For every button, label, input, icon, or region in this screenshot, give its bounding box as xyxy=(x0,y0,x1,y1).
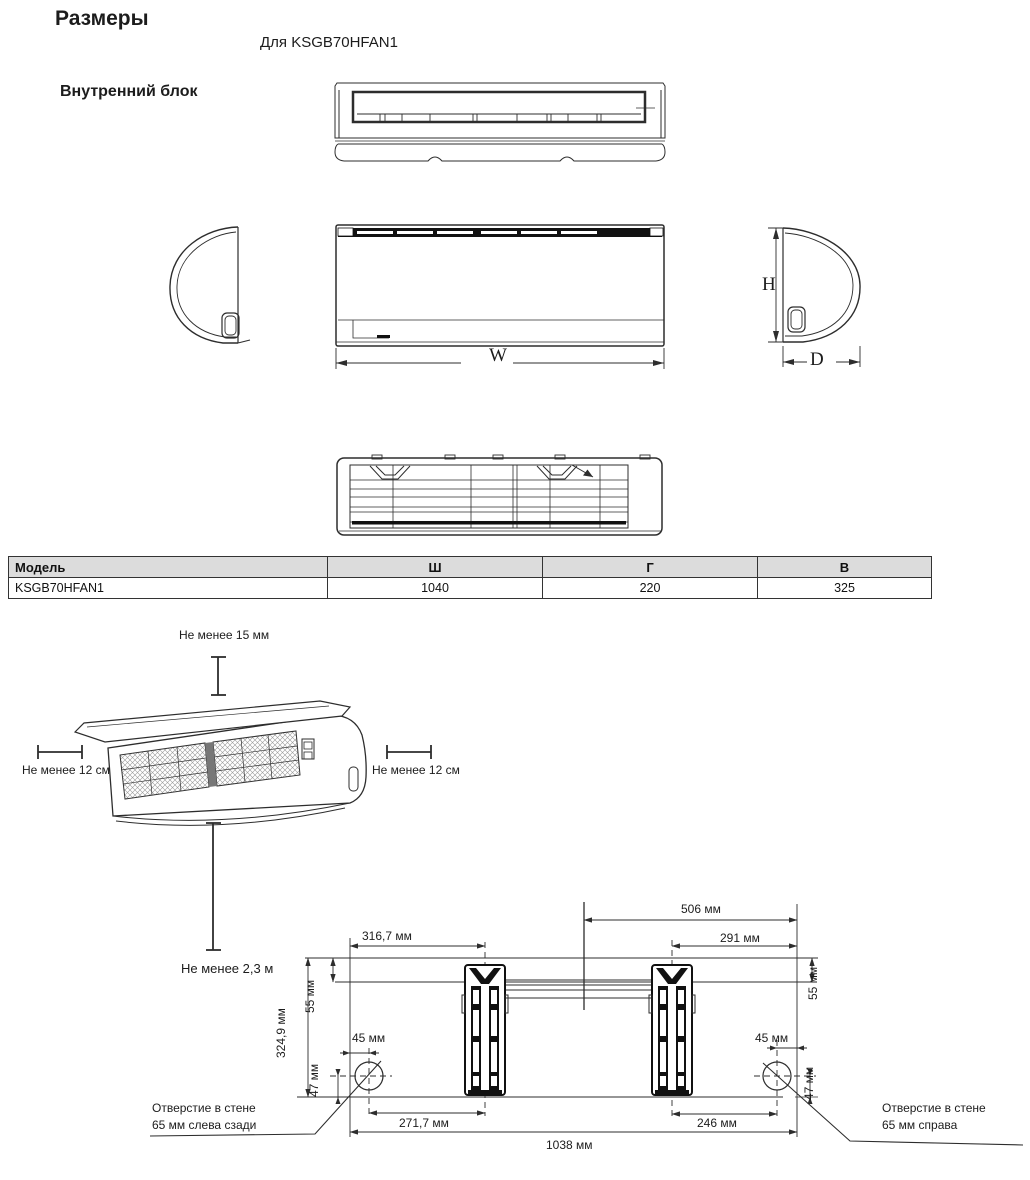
dim-506: 506 мм xyxy=(681,902,721,916)
clearance-right-label: Не менее 12 см xyxy=(372,763,460,777)
dimension-lines xyxy=(308,920,813,1132)
top-clearance-marker xyxy=(211,657,226,695)
dim-55-right: 55 мм xyxy=(806,966,820,1000)
page-title: Размеры xyxy=(55,7,149,30)
dim-1038: 1038 мм xyxy=(546,1138,593,1152)
mounting-bracket-right xyxy=(649,965,695,1096)
callout-left-line1: Отверстие в стене xyxy=(152,1101,256,1115)
col-header-model: Модель xyxy=(9,557,328,578)
cell-model: KSGB70HFAN1 xyxy=(9,578,328,599)
wall-hole-callout-right xyxy=(882,1100,986,1134)
model-subtitle: Для KSGB70HFAN1 xyxy=(260,34,398,51)
callout-left-line2: 65 мм слева сзади xyxy=(152,1118,257,1132)
col-header-width: Ш xyxy=(328,557,543,578)
dim-45-left: 45 мм xyxy=(352,1031,386,1045)
dim-47-right: 47 мм xyxy=(802,1066,816,1100)
dim-324-9: 324,9 мм xyxy=(274,1008,288,1058)
mounting-bracket-left xyxy=(462,965,508,1096)
col-header-height: В xyxy=(758,557,932,578)
cell-width: 1040 xyxy=(328,578,543,599)
clearance-bottom-label: Не менее 2,3 м xyxy=(181,961,274,976)
cell-height: 325 xyxy=(758,578,932,599)
height-dim-label: H xyxy=(762,274,776,295)
dim-45-right: 45 мм xyxy=(755,1031,789,1045)
dim-246: 246 мм xyxy=(697,1116,737,1130)
right-clearance-marker xyxy=(387,745,431,759)
left-clearance-marker xyxy=(38,745,82,759)
dimensions-table xyxy=(8,556,932,599)
cell-depth: 220 xyxy=(543,578,758,599)
table-row xyxy=(9,578,932,599)
dim-291: 291 мм xyxy=(720,931,760,945)
dim-47-left: 47 мм xyxy=(307,1063,321,1097)
table-header-row xyxy=(9,557,932,578)
dim-55-left: 55 мм xyxy=(303,979,317,1013)
left-side-view-drawing xyxy=(165,222,260,352)
top-view-drawing xyxy=(328,80,672,172)
bottom-view-drawing xyxy=(330,448,670,548)
indoor-unit-3d xyxy=(75,701,366,825)
clearance-left-label: Не менее 12 см xyxy=(22,763,110,777)
col-header-depth: Г xyxy=(543,557,758,578)
clearance-top-label: Не менее 15 мм xyxy=(179,628,270,642)
width-dim-label: W xyxy=(489,345,507,366)
dim-316-7: 316,7 мм xyxy=(362,929,412,943)
wall-hole-callout-left xyxy=(152,1100,256,1134)
callout-right-line2: 65 мм справа xyxy=(882,1118,958,1132)
dim-271-7: 271,7 мм xyxy=(399,1116,449,1130)
callout-right-line1: Отверстие в стене xyxy=(882,1101,986,1115)
depth-dim-label: D xyxy=(810,349,824,370)
section-label: Внутренний блок xyxy=(60,83,198,100)
